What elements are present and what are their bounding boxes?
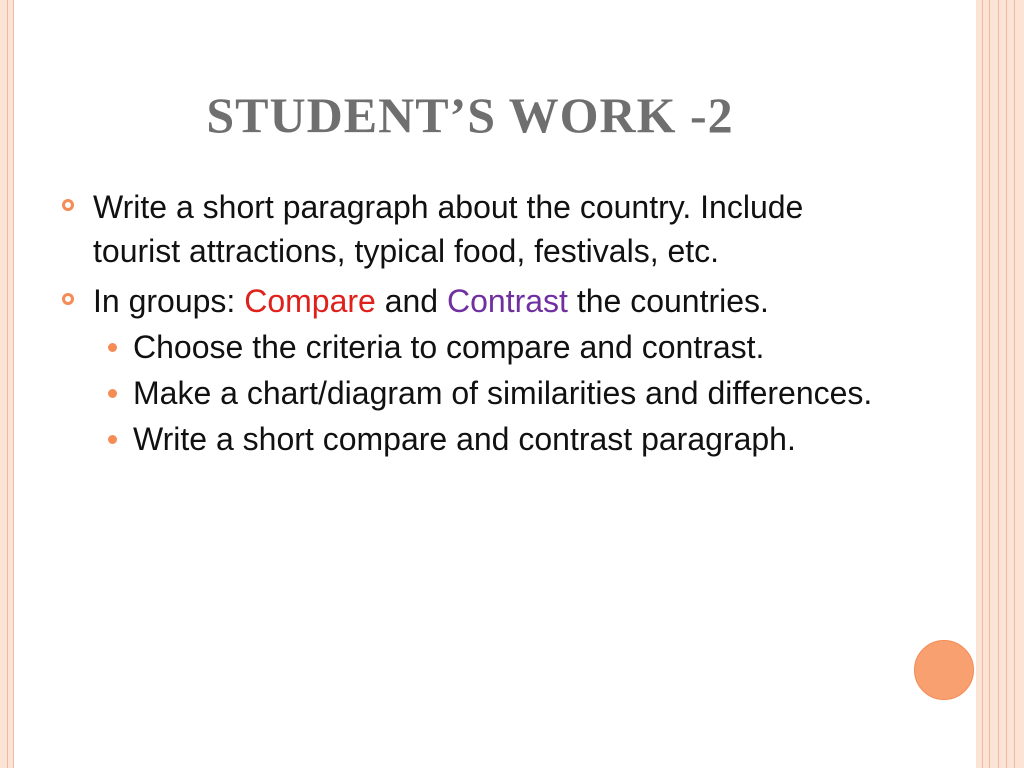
ring-bullet-icon [62,199,74,211]
ring-bullet-icon [62,293,74,305]
right-stripe [989,0,990,768]
right-border-frame [976,0,1024,768]
bullet-item [60,279,880,459]
sub-bullet-list [103,327,880,459]
right-stripe [1014,0,1015,768]
bullet-text-prefix: In groups: [93,283,245,319]
sub-bullet-item [103,373,880,413]
right-stripe [1006,0,1007,768]
highlight-contrast: Contrast [446,283,568,319]
slide-title: STUDENT’S WORK -2 [206,87,734,143]
bullet-text: Write a short paragraph about the country. Include tourist attractions, typical food, festivals, etc. [93,189,804,269]
bullet-item [60,185,880,273]
sub-bullet-text: Write a short compare and contrast paragraph. [133,421,796,457]
slide-content [60,185,880,465]
bullet-text-middle: and [375,283,447,319]
sub-bullet-item [103,327,880,367]
decorative-circle [914,640,974,700]
sub-bullet-text: Choose the criteria to compare and contrast. [133,329,765,365]
dot-bullet-icon [108,435,117,444]
highlight-compare: Compare [244,283,376,319]
dot-bullet-icon [108,389,117,398]
dot-bullet-icon [108,343,117,352]
bullet-text-suffix: the countries. [567,283,769,319]
sub-bullet-item [103,419,880,459]
right-stripe [982,0,983,768]
sub-bullet-text: Make a chart/diagram of similarities and differences. [133,375,873,411]
right-stripe [998,0,999,768]
